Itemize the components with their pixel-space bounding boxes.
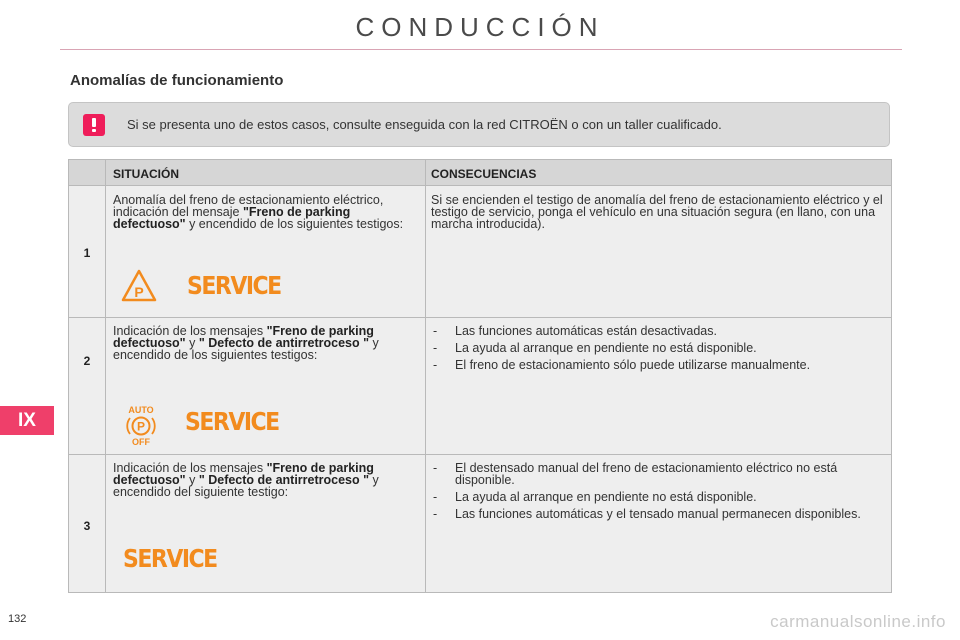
watermark: carmanualsonline.info [770, 612, 946, 631]
situation-text-part: y encendido de los siguientes testigos: [185, 217, 404, 231]
table-row [69, 187, 891, 318]
header-situacion: SITUACIÓN [113, 167, 179, 181]
parking-brake-warning-icon [121, 269, 157, 303]
parking-brake-auto-off-icon [121, 404, 161, 446]
list-item: - La ayuda al arranque en pendiente no está disponible. [431, 491, 886, 503]
list-item: - El freno de estacionamiento sólo puede utilizarse manualmente. [431, 359, 886, 371]
service-icon: SERVICE [187, 272, 281, 301]
consequence-text [431, 325, 886, 376]
section-heading: Anomalías de funcionamiento [70, 72, 284, 89]
list-item: - El destensado manual del freno de estacionamiento eléctrico no está disponible. [431, 462, 886, 486]
warning-text: Si se presenta uno de estos casos, consulte enseguida con la red CITROËN o con un taller cualificado. [127, 117, 722, 132]
list-item: - Las funciones automáticas están desactivadas. [431, 325, 886, 337]
consequence-text [431, 462, 886, 525]
table-row [69, 318, 891, 455]
situation-text-part: Indicación de los mensajes [113, 324, 267, 338]
situation-text [113, 325, 419, 361]
situation-text-part: Anomalía del freno de estacionamiento eléctrico, indicación del mensaje [113, 193, 384, 219]
parking-p-letter: P [136, 419, 146, 434]
row-number: 1 [83, 246, 91, 260]
situation-text-part: y encendido de los siguientes testigos: [113, 336, 379, 362]
page-title: CONDUCCIÓN [355, 12, 605, 42]
service-icon: SERVICE [185, 408, 279, 437]
warning-box [68, 102, 890, 147]
row-number: 3 [83, 519, 91, 533]
consequence-list [431, 462, 886, 520]
off-label: OFF [132, 437, 150, 446]
message-freno-parking: "Freno de parking defectuoso" [113, 461, 374, 487]
parking-p-letter: P [134, 284, 144, 300]
situation-text [113, 194, 419, 230]
title-rule [60, 49, 902, 50]
consequence-text: Si se encienden el testigo de anomalía del freno de estacionamiento eléctrico y el testigo de servicio, ponga el vehículo en una situación segura (en llano, con una marcha introducida). [431, 193, 883, 231]
exclamation-icon [83, 114, 105, 136]
chapter-tab[interactable]: IX [0, 406, 54, 435]
table-header-row [69, 160, 891, 186]
auto-label: AUTO [128, 405, 154, 415]
column-divider [425, 160, 426, 592]
situation-text-part: y encendido del siguiente testigo: [113, 473, 379, 499]
situation-text [113, 462, 419, 498]
anomaly-table [68, 159, 892, 593]
message-antirretroceso: " Defecto de antirretroceso " [198, 473, 370, 487]
header-consecuencias: CONSECUENCIAS [431, 167, 537, 181]
list-item: - La ayuda al arranque en pendiente no está disponible. [431, 342, 886, 354]
message-freno-parking: "Freno de parking defectuoso" [113, 205, 351, 231]
column-divider [105, 160, 106, 592]
message-freno-parking: "Freno de parking defectuoso" [113, 324, 374, 350]
message-antirretroceso: " Defecto de antirretroceso " [198, 336, 370, 350]
situation-text-part: Indicación de los mensajes [113, 461, 267, 475]
consequence-list [431, 325, 886, 371]
list-item: - Las funciones automáticas y el tensado manual permanecen disponibles. [431, 508, 886, 520]
page-number: 132 [8, 613, 27, 625]
row-number: 2 [83, 354, 91, 368]
situation-text-part: y [185, 473, 199, 487]
situation-text-part: y [185, 336, 199, 350]
service-icon: SERVICE [123, 545, 217, 574]
table-row [69, 455, 891, 592]
